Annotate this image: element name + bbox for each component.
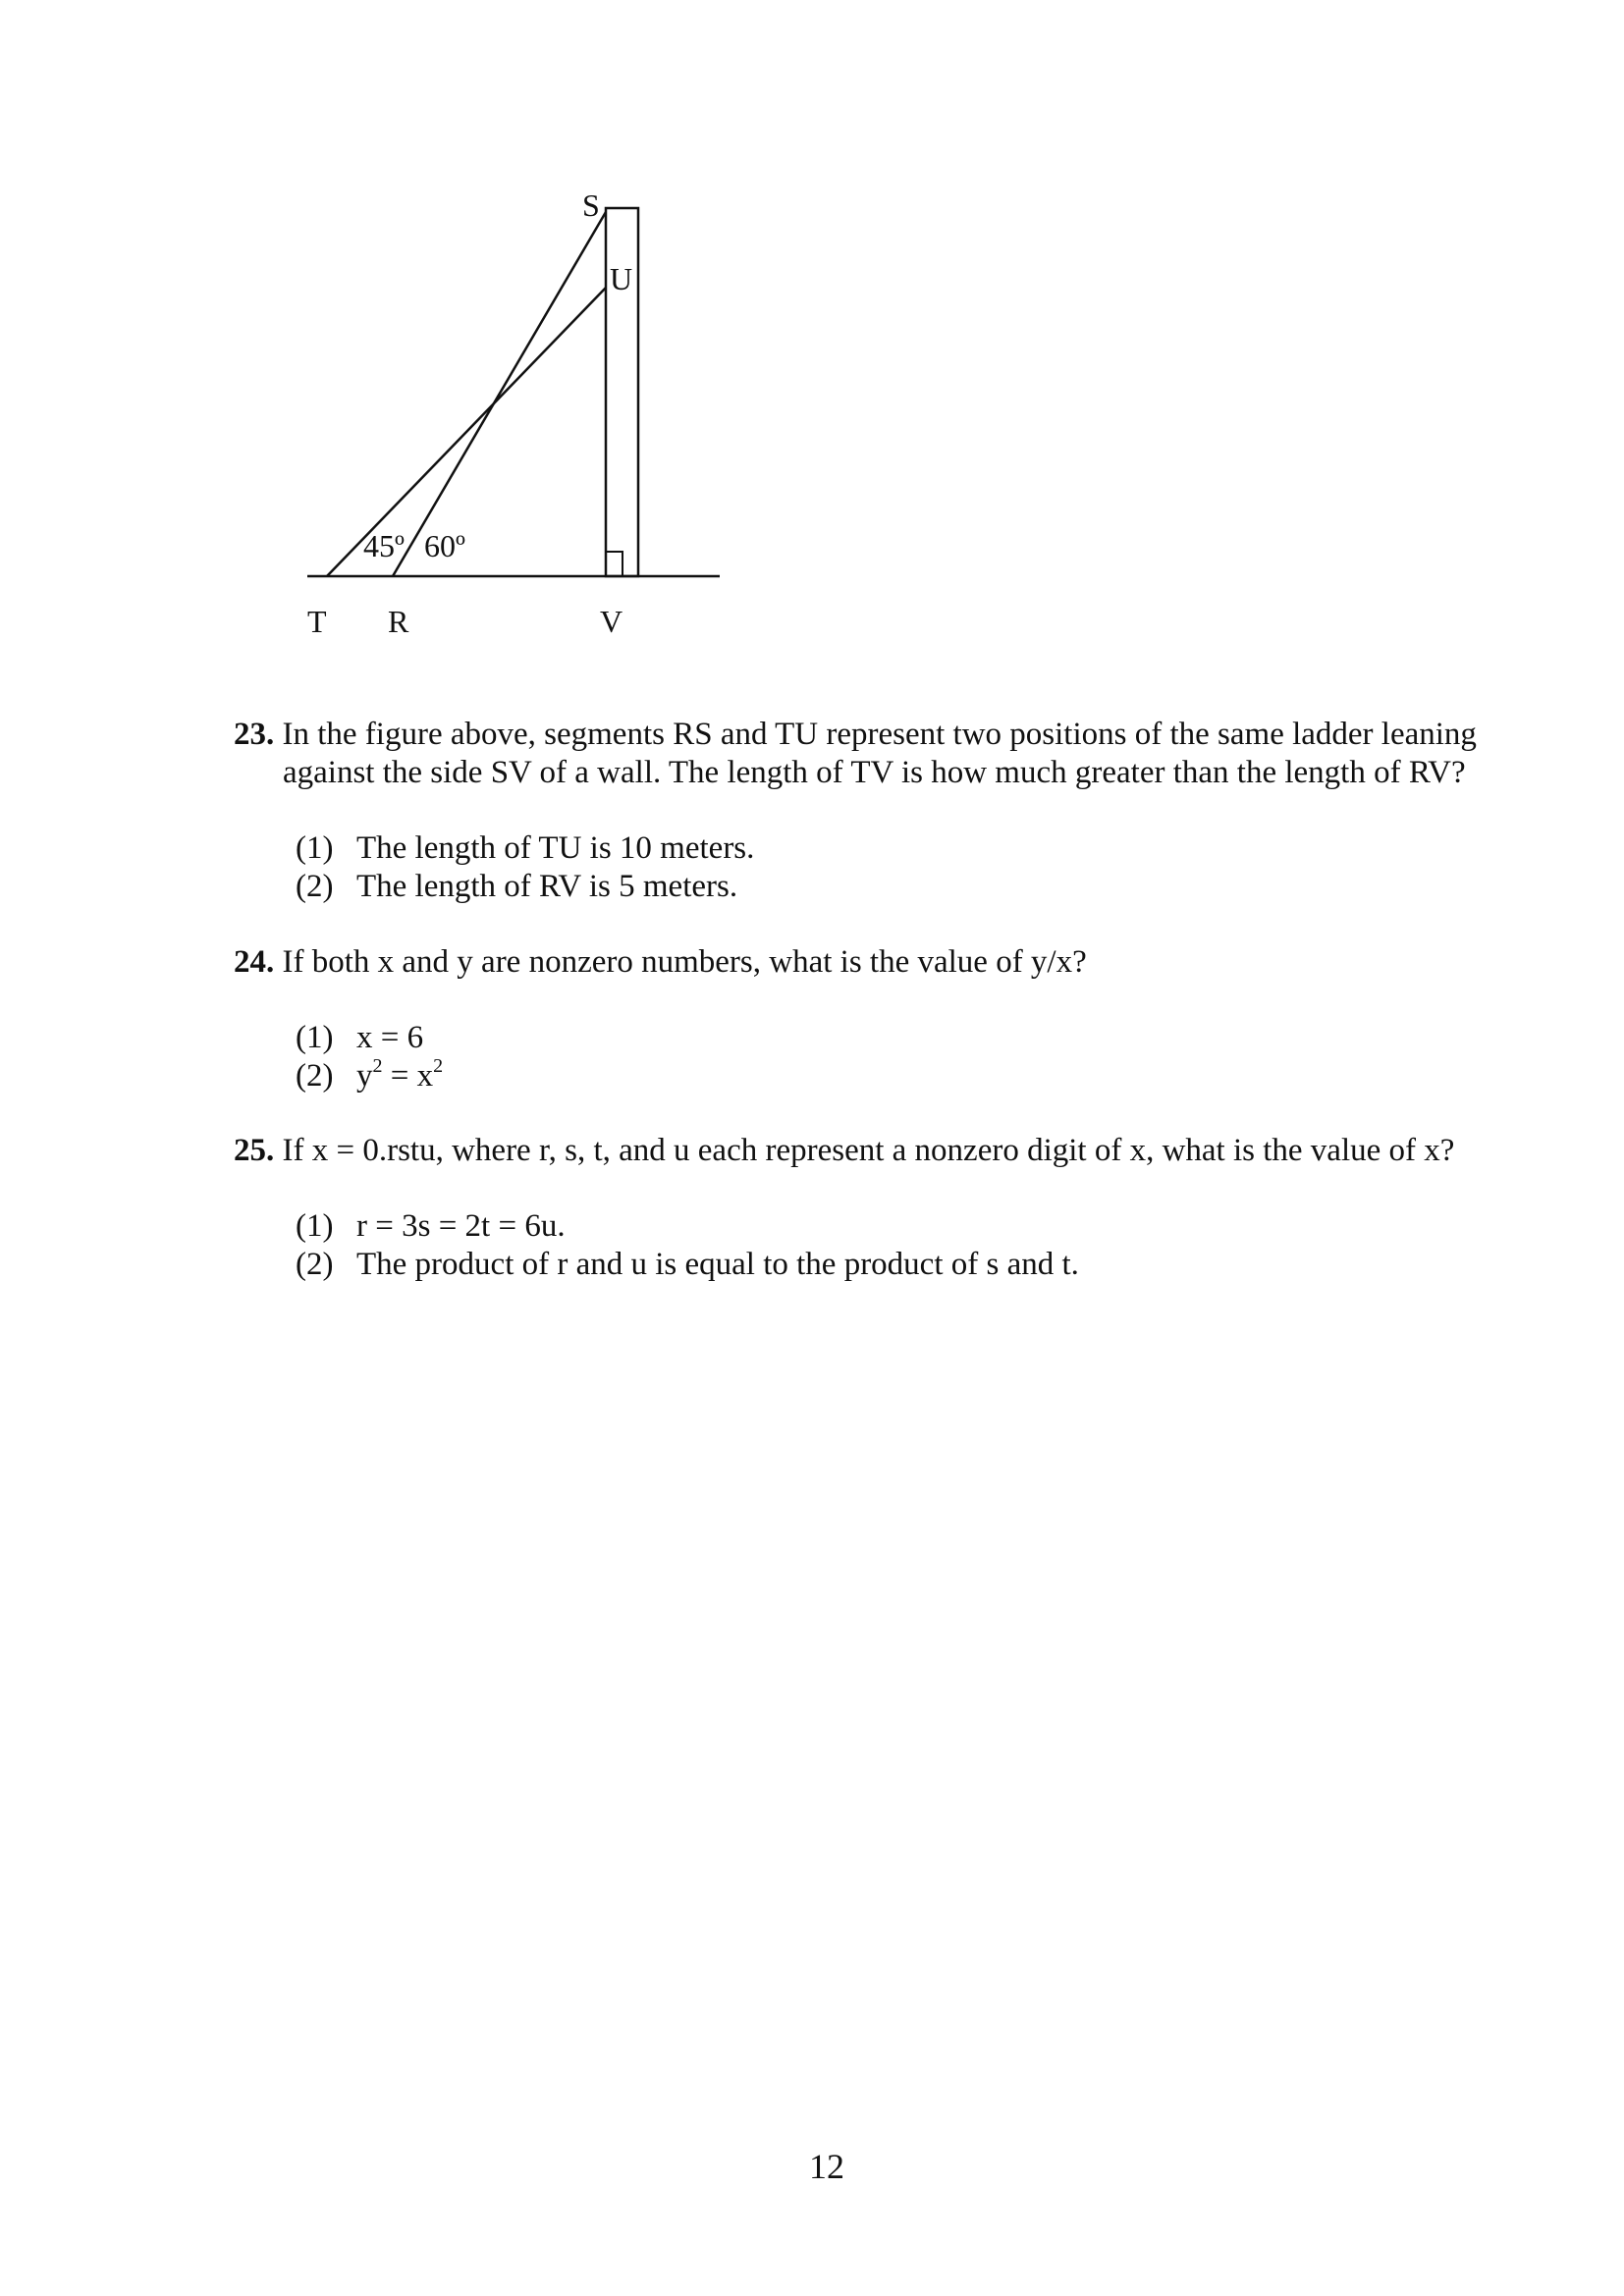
page-number: 12 <box>809 2147 844 2186</box>
variable-y: y <box>356 1058 373 1094</box>
statement-23-1 <box>296 829 754 868</box>
statement-number: (2) <box>296 1058 334 1094</box>
question-number: 23. <box>234 717 275 752</box>
question-23 <box>234 716 1530 792</box>
statement-number: (2) <box>296 869 334 904</box>
ladder-figure <box>0 0 1624 687</box>
statement-text: The length of TU is 10 meters. <box>356 830 755 866</box>
label-u: U <box>610 261 633 296</box>
label-r: R <box>388 604 409 639</box>
statement-text: The length of RV is 5 meters. <box>356 869 738 904</box>
statement-23-2 <box>296 868 737 906</box>
question-25 <box>234 1132 1530 1170</box>
statement-number: (2) <box>296 1247 334 1282</box>
statement-text <box>356 1055 444 1094</box>
label-t: T <box>307 604 327 639</box>
statement-25-1 <box>296 1207 566 1246</box>
question-number: 24. <box>234 944 275 980</box>
angle-label-t: 45º <box>363 528 405 563</box>
statement-number: (1) <box>296 1208 334 1244</box>
label-v: V <box>600 604 623 639</box>
exponent: 2 <box>372 1055 383 1077</box>
question-text-line: If x = 0.rstu, where r, s, t, and u each represent a nonzero digit of x, what is the value of x? <box>282 1133 1455 1168</box>
label-s: S <box>582 187 600 223</box>
question-text-line: If both x and y are nonzero numbers, what is the value of y/x? <box>282 944 1087 980</box>
statement-number: (1) <box>296 830 334 866</box>
statement-text: x = 6 <box>356 1020 424 1055</box>
right-angle-marker <box>606 552 623 576</box>
angle-label-r: 60º <box>424 528 465 563</box>
question-text-line: against the side SV of a wall. The length of TV is how much greater than the length of RV? <box>283 755 1466 790</box>
statement-24-2 <box>296 1057 443 1095</box>
exponent: 2 <box>433 1055 444 1077</box>
statement-number: (1) <box>296 1020 334 1055</box>
statement-text: The product of r and u is equal to the product of s and t. <box>356 1247 1079 1282</box>
question-number: 25. <box>234 1133 275 1168</box>
ladder-rs <box>393 212 606 576</box>
statement-24-1 <box>296 1019 423 1057</box>
question-24 <box>234 943 1530 982</box>
question-text-line: In the figure above, segments RS and TU represent two positions of the same ladder leaning <box>282 717 1477 752</box>
equals-x: = x <box>382 1058 434 1094</box>
statement-text: r = 3s = 2t = 6u. <box>356 1208 566 1244</box>
statement-25-2 <box>296 1246 1079 1284</box>
